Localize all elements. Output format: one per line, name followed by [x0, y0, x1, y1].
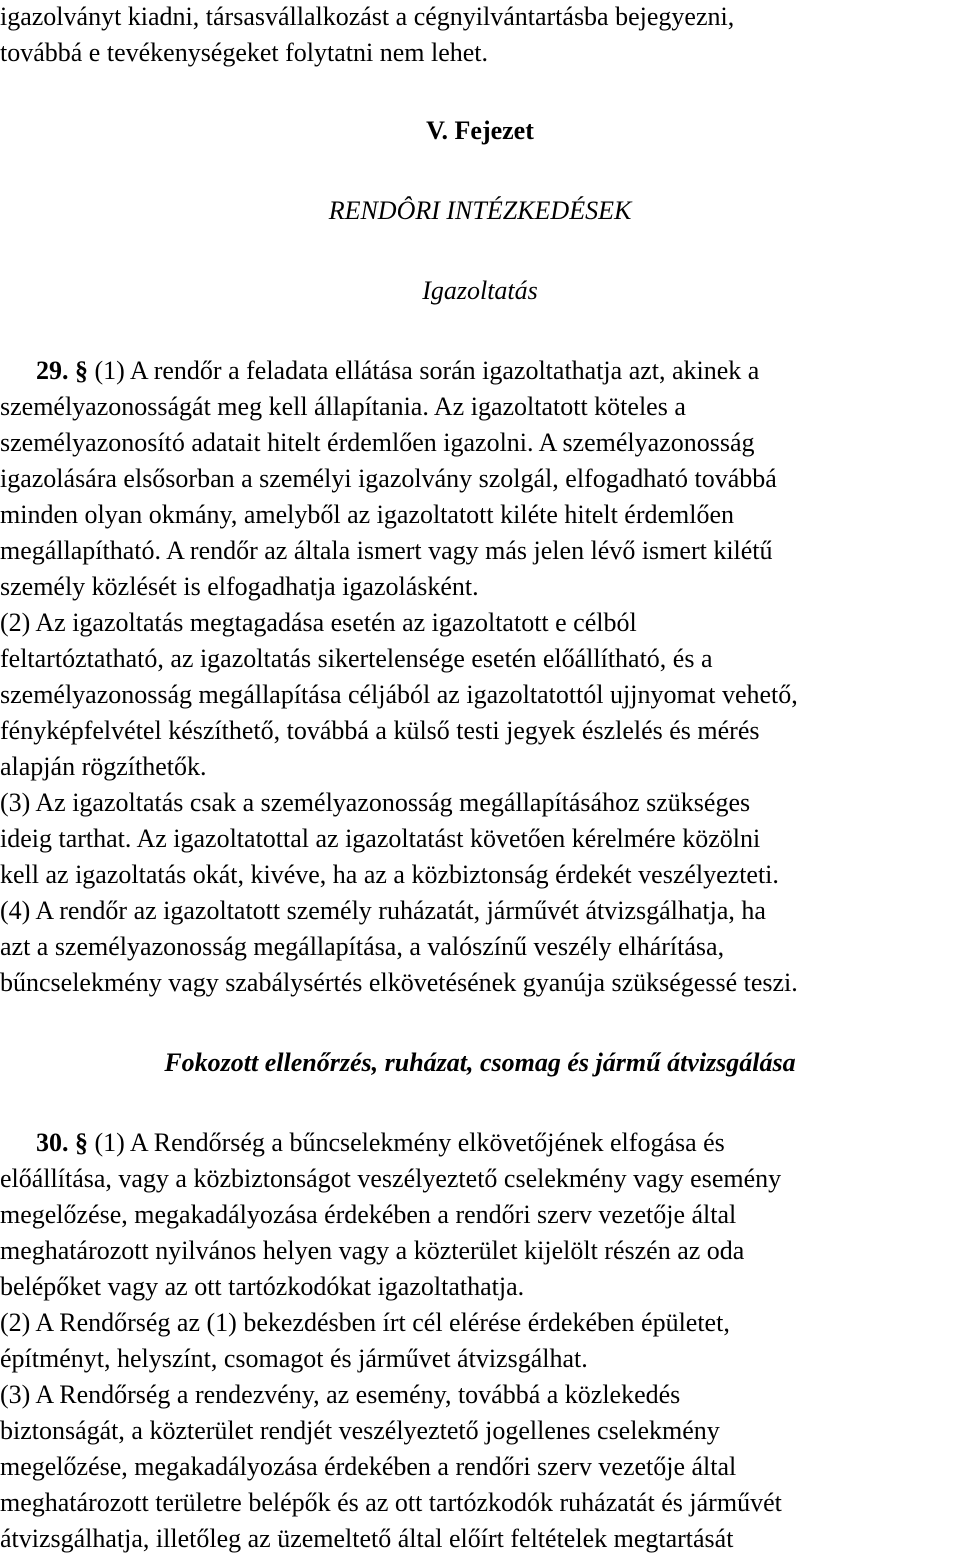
text-line: kell az igazoltatás okát, kivéve, ha az a közbiztonság érdekét veszélyezteti. [0, 860, 779, 889]
intro-line: igazolványt kiadni, társasvállalkozást a cégnyilvántartásba bejegyezni, [0, 2, 735, 31]
text-line: feltartóztatható, az igazoltatás sikertelensége esetén előállítható, és a [0, 644, 713, 673]
text-line: igazolására elsősorban a személyi igazolvány szolgál, elfogadható továbbá [0, 464, 777, 493]
text-line: átvizsgálhatja, illetőleg az üzemeltető által előírt feltételek megtartását [0, 1524, 734, 1553]
text-line: (4) A rendőr az igazoltatott személy ruházatát, járművét átvizsgálhatja, ha [0, 896, 766, 925]
section-subtitle: Igazoltatás [422, 276, 538, 305]
text-line: előállítása, vagy a közbiztonságot veszélyeztető cselekmény vagy esemény [0, 1164, 782, 1193]
chapter-title: RENDÔRI INTÉZKEDÉSEK [328, 196, 632, 225]
text-line: fényképfelvétel készíthető, továbbá a külső testi jegyek észlelés és mérés [0, 716, 760, 745]
text-line: személyazonosságát meg kell állapítania. Az igazoltatott köteles a [0, 392, 686, 421]
paragraph-sign: § [75, 356, 88, 385]
text-line: azt a személyazonosság megállapítása, a valószínű veszély elhárítása, [0, 932, 725, 961]
section-text: (1) A Rendőrség a bűncselekmény elkövetőjének elfogása és [88, 1128, 725, 1157]
text-line: személyazonosság megállapítása céljából az igazoltatottól ujjnyomat vehető, [0, 680, 798, 709]
text-line: alapján rögzíthetők. [0, 752, 207, 781]
text-line: ideig tarthat. Az igazoltatottal az igazoltatást követően kérelmére közölni [0, 824, 761, 853]
text-line: (2) Az igazoltatás megtagadása esetén az igazoltatott e célból [0, 608, 637, 637]
text-line: építményt, helyszínt, csomagot és járművet átvizsgálhat. [0, 1344, 588, 1373]
section-number: 30. [36, 1128, 69, 1157]
text-line: személy közlését is elfogadhatja igazolásként. [0, 572, 479, 601]
text-line: (3) A Rendőrség a rendezvény, az esemény, továbbá a közlekedés [0, 1380, 681, 1409]
text-line: meghatározott területre belépők és az ott tartózkodók ruházatát és járművét [0, 1488, 782, 1517]
text-line: személyazonosító adatait hitelt érdemlően igazolni. A személyazonosság [0, 428, 755, 457]
section-29-first-line [36, 356, 759, 386]
text-line: bűncselekmény vagy szabálysértés elkövetésének gyanúja szükségessé teszi. [0, 968, 798, 997]
text-line: belépőket vagy az ott tartózkodókat igazoltathatja. [0, 1272, 525, 1301]
section-heading: Fokozott ellenőrzés, ruházat, csomag és jármű átvizsgálása [164, 1048, 796, 1077]
chapter-number: V. Fejezet [426, 116, 534, 145]
text-line: megállapítható. A rendőr az általa ismert vagy más jelen lévő ismert kilétű [0, 536, 773, 565]
text-line: minden olyan okmány, amelyből az igazoltatott kiléte hitelt érdemlően [0, 500, 735, 529]
paragraph-sign: § [75, 1128, 88, 1157]
text-line: biztonságát, a közterület rendjét veszélyeztető jogellenes cselekmény [0, 1416, 720, 1445]
section-text: (1) A rendőr a feladata ellátása során igazoltathatja azt, akinek a [88, 356, 760, 385]
intro-line: továbbá e tevékenységeket folytatni nem lehet. [0, 38, 489, 67]
text-line: meghatározott nyilvános helyen vagy a közterület kijelölt részén az oda [0, 1236, 745, 1265]
text-line: (2) A Rendőrség az (1) bekezdésben írt cél elérése érdekében épületet, [0, 1308, 730, 1337]
text-line: megelőzése, megakadályozása érdekében a rendőri szerv vezetője által [0, 1452, 737, 1481]
section-number: 29. [36, 356, 69, 385]
text-line: megelőzése, megakadályozása érdekében a rendőri szerv vezetője által [0, 1200, 737, 1229]
text-line: (3) Az igazoltatás csak a személyazonosság megállapításához szükséges [0, 788, 751, 817]
section-30-first-line [36, 1128, 725, 1158]
